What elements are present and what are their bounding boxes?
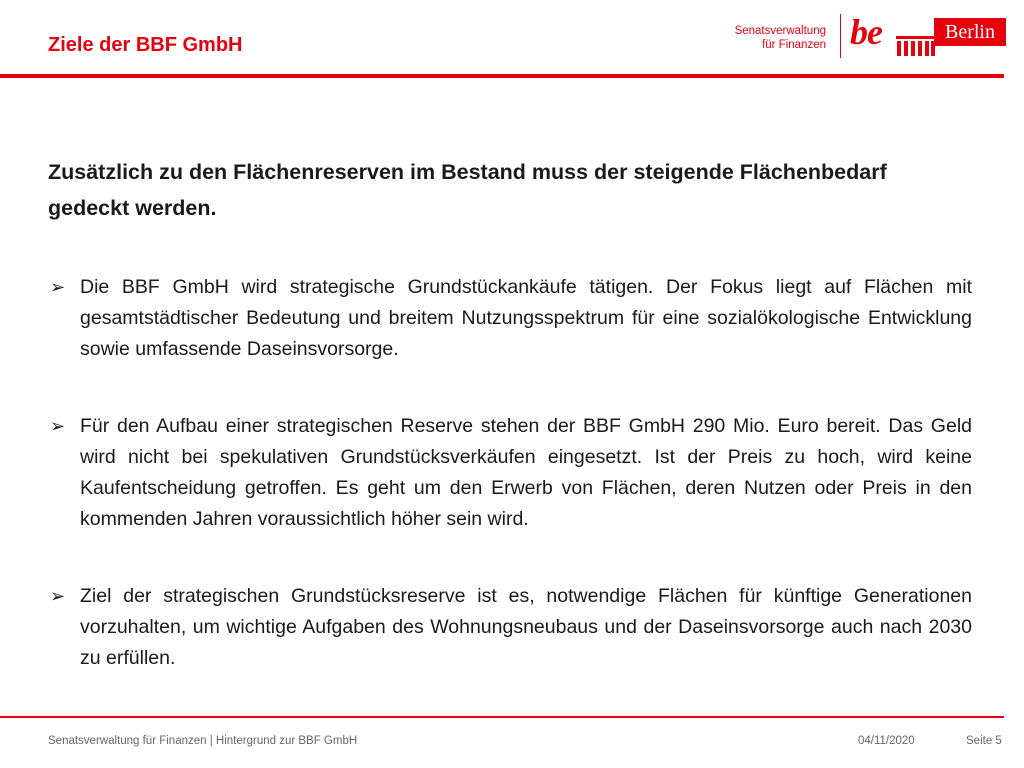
bullet-text: Die BBF GmbH wird strategische Grundstückankäufe tätigen. Der Fokus liegt auf Flächen mit gesamtstädtischer Bedeutung und breitem Nutzungsspektrum für eine sozialökologische Entwicklung sowie umfassende Daseinsvorsorge.: [80, 276, 972, 360]
bullet-text: Für den Aufbau einer strategischen Reserve stehen der BBF GmbH 290 Mio. Euro bereit. Das Geld wird nicht bei spekulativen Grundstücksverkäufen eingesetzt. Ist der Preis zu hoch, wird keine Kaufentscheidung getroffen. Es geht um den Erwerb von Flächen, deren Nutzen oder Preis in den kommenden Jahren voraussichtlich höher sein wird.: [80, 415, 972, 530]
logo-department-line-1: Senatsverwaltung: [734, 25, 826, 37]
logo-berlin-box: Berlin: [934, 18, 1006, 46]
bullet-list: [48, 272, 972, 674]
list-item: [48, 272, 972, 365]
list-item: [48, 581, 972, 674]
arrow-bullet-icon: ➢: [50, 277, 66, 297]
logo-divider: [840, 14, 841, 58]
arrow-bullet-icon: ➢: [50, 416, 66, 436]
bullet-text: Ziel der strategischen Grundstücksreserve ist es, notwendige Flächen für künftige Generationen vorzuhalten, um wichtige Aufgaben des Wohnungsneubaus und der Daseinsvorsorge auch nach 2030 zu erfüllen.: [80, 585, 972, 669]
list-item: [48, 411, 972, 535]
logo-department: [730, 24, 826, 52]
page-number: Seite 5: [966, 735, 1002, 747]
logo-be-mark: be: [850, 12, 882, 52]
logo-department-line-2: für Finanzen: [762, 39, 826, 51]
brandenburg-gate-icon: [896, 36, 936, 56]
headline: Zusätzlich zu den Flächenreserven im Bestand muss der steigende Flächenbedarf gedeckt werden.: [48, 160, 887, 220]
slide-title: Ziele der BBF GmbH: [48, 34, 243, 56]
footer-date: 04/11/2020: [858, 735, 915, 747]
footer-source: Senatsverwaltung für Finanzen | Hintergrund zur BBF GmbH: [48, 735, 358, 747]
arrow-bullet-icon: ➢: [50, 586, 66, 606]
footer-divider: [0, 716, 1004, 718]
header-divider: [0, 74, 1004, 78]
senatsverwaltung-berlin-logo: [730, 14, 1010, 58]
